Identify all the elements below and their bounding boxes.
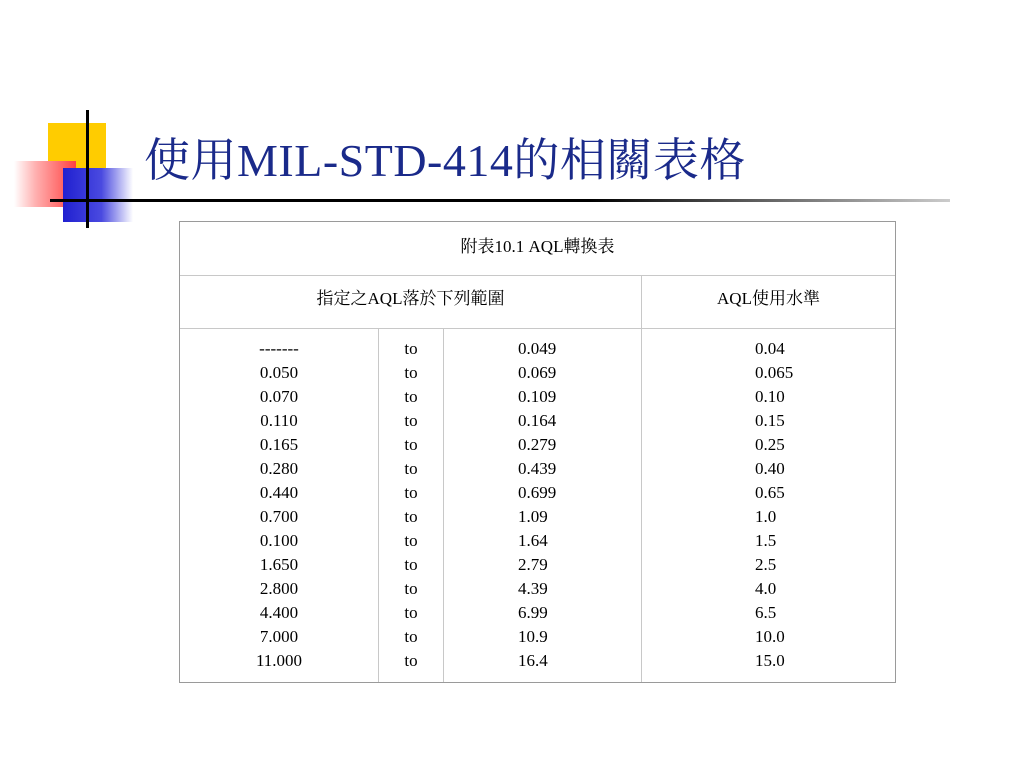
aql-level-column [642, 328, 895, 682]
aql-level-cell: 0.25 [755, 435, 785, 454]
table-body [180, 328, 895, 682]
from-value-cell: 0.165 [259, 435, 299, 454]
from-value-cell: 4.400 [259, 603, 299, 622]
table-caption: 附表10.1 AQL轉換表 [460, 237, 615, 256]
table-header-row [180, 275, 895, 329]
to-value-cell: 4.39 [518, 579, 548, 598]
to-value-cell: 0.049 [518, 339, 557, 358]
to-word-cell: to [404, 579, 418, 598]
decor-vertical-line [86, 110, 89, 228]
to-value-column [444, 328, 642, 682]
from-value-cell: 0.070 [259, 387, 299, 406]
from-value-cell: 0.700 [259, 507, 299, 526]
aql-level-cell: 0.40 [755, 459, 785, 478]
to-value-cell: 0.164 [518, 411, 557, 430]
from-value-cell: 0.050 [259, 363, 299, 382]
to-word-cell: to [404, 483, 418, 502]
from-value-cell: 0.110 [260, 411, 298, 430]
aql-level-cell: 0.15 [755, 411, 785, 430]
header-range: 指定之AQL落於下列範圍 [316, 289, 505, 308]
to-value-cell: 16.4 [518, 651, 548, 670]
to-value-cell: 0.439 [518, 459, 557, 478]
to-value-cell: 0.109 [518, 387, 557, 406]
to-word-cell: to [404, 555, 418, 574]
to-word-cell: to [404, 507, 418, 526]
aql-level-cell: 1.5 [755, 531, 777, 550]
to-word-cell: to [404, 603, 418, 622]
to-word-cell: to [404, 651, 418, 670]
from-value-cell: 0.440 [259, 483, 299, 502]
table-caption-row [180, 222, 895, 276]
aql-level-cell: 0.04 [755, 339, 785, 358]
to-word-cell: to [404, 339, 418, 358]
to-value-cell: 10.9 [518, 627, 548, 646]
to-word-cell: to [404, 459, 418, 478]
to-value-cell: 1.09 [518, 507, 548, 526]
to-word-cell: to [404, 435, 418, 454]
aql-level-cell: 0.65 [755, 483, 785, 502]
to-value-cell: 0.699 [518, 483, 557, 502]
to-word-cell: to [404, 387, 418, 406]
header-level: AQL使用水準 [717, 289, 820, 308]
from-value-cell: 1.650 [259, 555, 299, 574]
aql-level-cell: 1.0 [755, 507, 777, 526]
aql-level-cell: 0.10 [755, 387, 785, 406]
aql-conversion-table [179, 221, 896, 683]
aql-level-cell: 4.0 [755, 579, 777, 598]
to-word-cell: to [404, 531, 418, 550]
from-value-cell: 0.100 [259, 531, 299, 550]
slide-title: 使用MIL-STD-414的相關表格 [144, 135, 746, 186]
from-value-cell: ------- [259, 339, 299, 358]
to-word-cell: to [404, 627, 418, 646]
to-value-cell: 6.99 [518, 603, 548, 622]
to-word-cell: to [404, 411, 418, 430]
title-underline [50, 199, 950, 202]
aql-level-cell: 2.5 [755, 555, 777, 574]
from-value-cell: 2.800 [259, 579, 299, 598]
decor-blue-square [63, 168, 133, 222]
aql-level-cell: 10.0 [755, 627, 785, 646]
header-level-cell [642, 275, 895, 328]
to-value-cell: 2.79 [518, 555, 548, 574]
from-value-cell: 0.280 [259, 459, 299, 478]
to-word-column [379, 328, 444, 682]
header-range-cell [180, 275, 642, 328]
to-value-cell: 0.069 [518, 363, 557, 382]
from-column [180, 328, 379, 682]
to-value-cell: 0.279 [518, 435, 557, 454]
aql-level-cell: 0.065 [755, 363, 794, 382]
from-value-cell: 7.000 [259, 627, 299, 646]
to-value-cell: 1.64 [518, 531, 548, 550]
aql-level-cell: 6.5 [755, 603, 777, 622]
aql-level-cell: 15.0 [755, 651, 785, 670]
from-value-cell: 11.000 [255, 651, 303, 670]
to-word-cell: to [404, 363, 418, 382]
